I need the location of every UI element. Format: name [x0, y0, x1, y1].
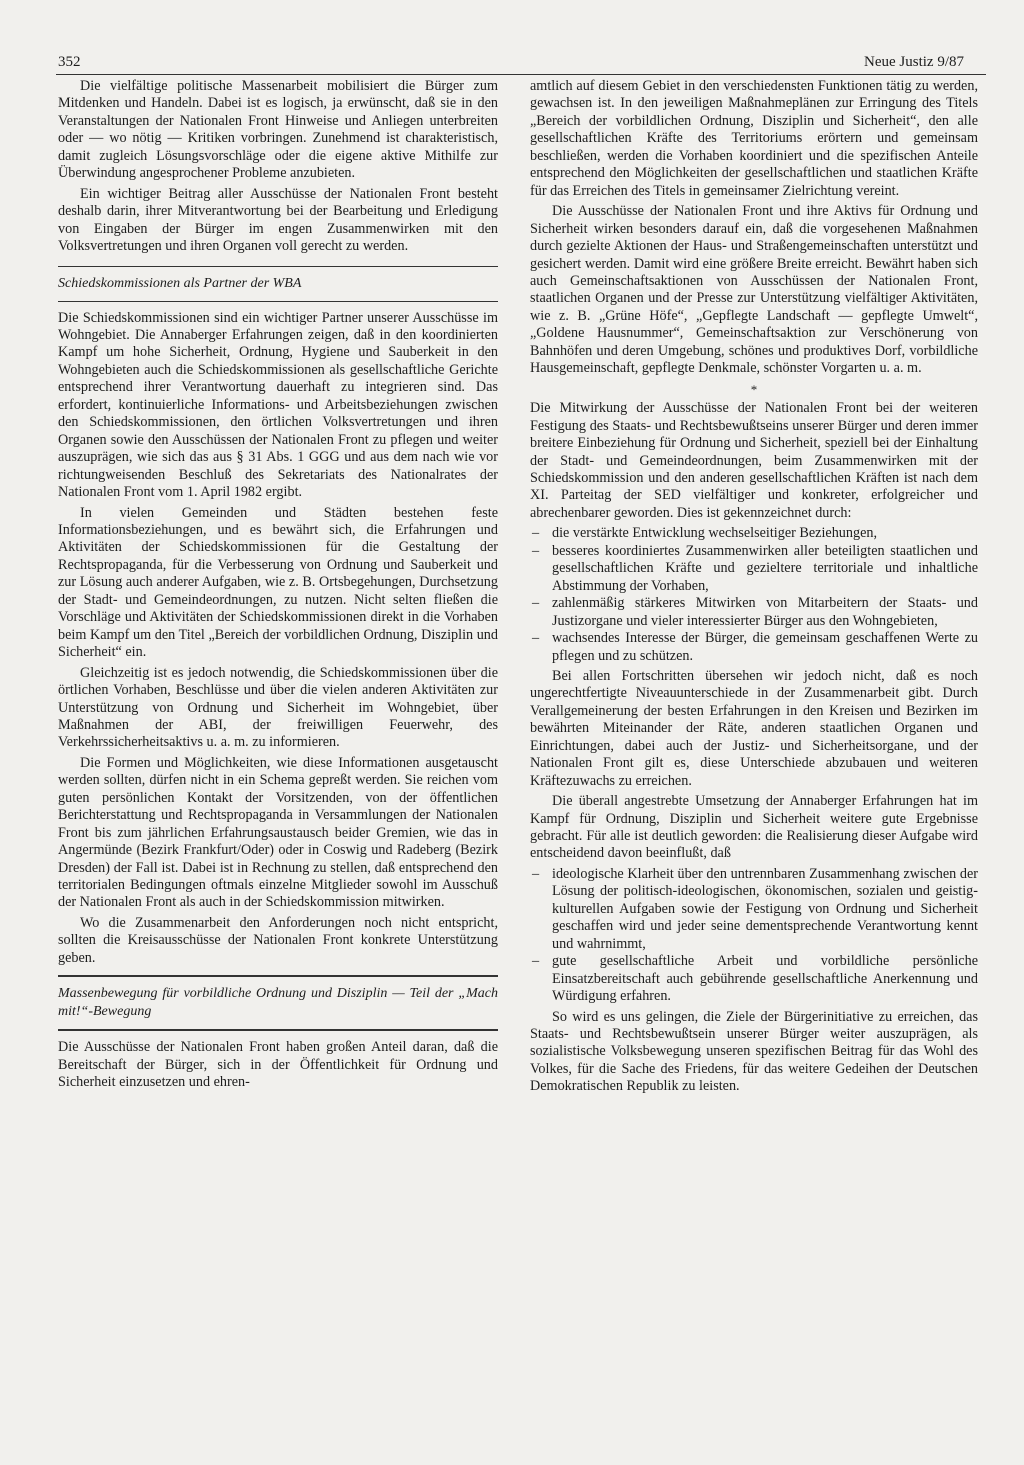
paragraph: Bei allen Fortschritten übersehen wir jedoch nicht, daß es noch ungerechtfertigte Niveauunterschiede in der Zusammenarbeit gibt. Durch Verallgemeinerung der besten Erfahrungen in den Kreisen und Bezirken im bewährten Miteinander der Räte, anderen staatlichen Organen und Einrichtungen, dabei auch der Justiz- und Sicherheitsorgane, und der Nationalen Front gilt es, diese Unterschiede abzubauen und weiteren Kräftezuwachs zu erreichen.: [530, 667, 978, 789]
section-heading: Schiedskommissionen als Partner der WBA: [58, 275, 302, 291]
right-column: [530, 78, 978, 1099]
paragraph: Gleichzeitig ist es jedoch notwendig, die Schiedskommissionen über die örtlichen Vorhaben, Beschlüsse und über die vielen anderen Aktivitäten zur Unterstützung von Ordnung und Sicherheit im Wohngebiet, über Maßnahmen der ABI, der freiwilligen Feuerwehr, des Verkehrssicherheitsaktivs u. a. m. zu informieren.: [58, 664, 498, 751]
paragraph: Die vielfältige politische Massenarbeit mobilisiert die Bürger zum Mitdenken und Handeln. Dabei ist es logisch, ja erwünscht, daß sie in den Veranstaltungen der Nationalen Front Hinweise und Anliegen unterbreiten oder — wo nötig — Kritiken vorbringen. Zunehmend ist charakteristisch, damit zugleich Lösungsvorschläge oder die eigene aktive Mithilfe zur Überwindung angesprochener Probleme anzubieten.: [58, 78, 498, 182]
paragraph: amtlich auf diesem Gebiet in den verschiedensten Funktionen tätig zu werden, gewachsen ist. In den jeweiligen Maßnahmeplänen zur Erringung des Titels „Bereich der vorbildlichen Ordnung, Disziplin und Sicherheit“, den alle gesellschaftlichen Kräfte des Territoriums erörtern und gemeinsam beschließen, werden die Vorhaben koordiniert und die spezifischen Anteile entsprechend den Möglichkeiten der gesellschaftlichen und staatlichen Kräfte für das Erreichen des Titels in gemeinsamer Zielrichtung vereint.: [530, 78, 978, 199]
paragraph: Die Ausschüsse der Nationalen Front haben großen Anteil daran, daß die Bereitschaft der Bürger, sich in der Öffentlichkeit für Ordnung und Sicherheit einzusetzen und ehren-: [58, 1039, 498, 1091]
paragraph: Die Mitwirkung der Ausschüsse der Nationalen Front bei der weiteren Festigung des Staats- und Rechtsbewußtseins unserer Bürger und deren immer breitere Einbeziehung für Ordnung und Sicherheit, speziell bei der Einhaltung der Stadt- und Gemeindeordnungen, beim Zusammenwirken mit der Schiedskommission und den anderen gesellschaftlichen Kräften ist nach dem XI. Parteitag der SED vielfältiger und konkreter, erfolgreicher und abrechenbarer geworden. Dies ist gekennzeichnet durch:: [530, 400, 978, 521]
section-heading-block: [58, 985, 498, 1021]
section-rule: [58, 266, 498, 267]
page-number: 352: [58, 54, 81, 70]
journal-reference: Neue Justiz 9/87: [864, 54, 964, 70]
list-item: – gute gesellschaftliche Arbeit und vorbildliche persönliche Einsatzbereitschaft auch gebührende gesellschaftliche Anerkennung und Würdigung erfahren.: [530, 953, 978, 1005]
paragraph: Die überall angestrebte Umsetzung der Annaberger Erfahrungen hat im Kampf für Ordnung, Disziplin und Sicherheit weitere gute Ergebnisse gebracht. Für alle ist deutlich geworden: die Realisierung dieser Aufgabe wird entscheidend davon beeinflußt, daß: [530, 793, 978, 862]
list-item: – wachsendes Interesse der Bürger, die gemeinsam geschaffenen Werte zu pflegen und zu schützen.: [530, 630, 978, 665]
paragraph: Wo die Zusammenarbeit den Anforderungen noch nicht entspricht, sollten die Kreisausschüsse der Nationalen Front konkrete Unterstützung geben.: [58, 914, 498, 966]
section-rule: [58, 301, 498, 302]
list-item: – ideologische Klarheit über den untrennbaren Zusammenhang zwischen der Lösung der politisch-ideologischen, ökonomischen, sozialen und geistig-kulturellen Aufgaben sowie der Festigung von Ordnung und Sicherheit geschaffen wird und jeder seine dementsprechende Verantwortung kennt und wahrnimmt,: [530, 866, 978, 953]
paragraph: Die Schiedskommissionen sind ein wichtiger Partner unserer Ausschüsse im Wohngebiet. Die Annaberger Erfahrungen zeigen, daß in den koordinierten Kampf um hohe Sicherheit, Ordnung, Hygiene und Sauberkeit in den Wohngebieten auch die Schiedskommissionen als gesellschaftliche Gerichte entsprechend ihrer Verantwortung dauerhaft zu integrieren sind. Das erfordert, kontinuierliche Informations- und Arbeitsbeziehungen zwischen den Schiedskommissionen, den örtlichen Volksvertretungen und ihren Organen sowie den Ausschüssen der Nationalen Front zu pflegen und weiter auszuprägen, wie sich das aus § 31 Abs. 1 GGG und aus dem nach wie vor richtungweisenden Beschluß des Sekretariats des Nationalrates der Nationalen Front vom 1. April 1982 ergibt.: [58, 309, 498, 501]
section-rule: [58, 975, 498, 977]
left-column: [58, 78, 498, 1095]
list-item: – besseres koordiniertes Zusammenwirken aller beteiligten staatlichen und gesellschaftlichen Kräfte und gezieltere territoriale und inhaltliche Abstimmung der Vorhaben,: [530, 543, 978, 595]
dash-list: [530, 525, 978, 665]
paragraph: Ein wichtiger Beitrag aller Ausschüsse der Nationalen Front besteht deshalb darin, ihrer Mitverantwortung bei der Bearbeitung und Erledigung von Eingaben der Bürger im engen Zusammenwirken mit den Volksvertretungen und ihren Organen voll gerecht zu werden.: [58, 185, 498, 255]
paragraph: Die Formen und Möglichkeiten, wie diese Informationen ausgetauscht werden sollten, dürfen nicht in ein Schema gepreßt werden. Sie reichen vom guten persönlichen Kontakt der Vorsitzenden, von der öffentlichen Berichterstattung und Rechtspropaganda in Versammlungen der Nationalen Front bis zum jährlichen Erfahrungsaustausch beider Gremien, wie das in Angermünde (Bezirk Frankfurt/Oder) oder in Coswig und Radeberg (Bezirk Dresden) der Fall ist. Dabei ist in Rechnung zu stellen, daß entsprechend den territorialen Bedingungen oftmals einzelne Mitglieder sowohl im Ausschuß der Nationalen Front als auch in der Schiedskommission mitwirken.: [58, 754, 498, 911]
list-item: – die verstärkte Entwicklung wechselseitiger Beziehungen,: [530, 525, 978, 542]
section-rule: [58, 1029, 498, 1031]
paragraph: Die Ausschüsse der Nationalen Front und ihre Aktivs für Ordnung und Sicherheit wirken besonders darauf ein, daß die vorgesehenen Maßnahmen durch gezielte Aktionen der Haus- und Straßengemeinschaften unterstützt und gesichert werden. Damit wird eine größere Breite erreicht. Bewährt haben sich auch Gemeinschaftsaktionen von Ausschüssen der Nationalen Front, staatlichen Organen und der Presse zur Unterstützung vielfältiger Aktivitäten, wie z. B. „Grüne Höfe“, „Gepflegte Landschaft — gepflegte Umwelt“, „Goldene Hausnummer“, Gemeinschaftsaktion zur Verschönerung von Bahnhöfen und deren Umgebung, schönes und produktives Dorf, vorbildliche Hausgemeinschaft, gepflegte Denkmale, schönster Vorgarten u. a. m.: [530, 203, 978, 377]
section-heading: Massenbewegung für vorbildliche Ordnung und Disziplin — Teil der „Mach mit!“-Bewegung: [58, 986, 498, 1020]
section-heading-block: [58, 275, 498, 293]
dash-list: [530, 866, 978, 1006]
header-rule: [56, 74, 986, 75]
paragraph: In vielen Gemeinden und Städten bestehen feste Informationsbeziehungen, und es bewährt sich, die Erfahrungen und Aktivitäten der Schiedskommissionen für die Gestaltung der Rechtspropaganda, für die Verbesserung von Ordnung und Sauberkeit und zur Lösung auch anderer Aufgaben, wie z. B. Ortsbegehungen, Durchsetzung der Stadt- und Gemeindeordnungen, zu nutzen. Nicht selten fließen die Vorschläge und Aktivitäten der Schiedskommissionen direkt in die Vorhaben beim Kampf um den Titel „Bereich der vorbildlichen Ordnung, Disziplin und Sicherheit“ ein.: [58, 504, 498, 661]
list-item: – zahlenmäßig stärkeres Mitwirken von Mitarbeitern der Staats- und Justizorgane und vieler interessierter Bürger aus den Wohngebieten,: [530, 595, 978, 630]
paragraph: So wird es uns gelingen, die Ziele der Bürgerinitiative zu erreichen, das Staats- und Rechtsbewußtsein unserer Bürger weiter auszuprägen, als sozialistische Volksbewegung unseren spezifischen Beitrag für das Wohl des Volkes, für die Sache des Friedens, für das weitere Gedeihen der Deutschen Demokratischen Republik zu leisten.: [530, 1008, 978, 1095]
section-separator: *: [750, 381, 758, 397]
